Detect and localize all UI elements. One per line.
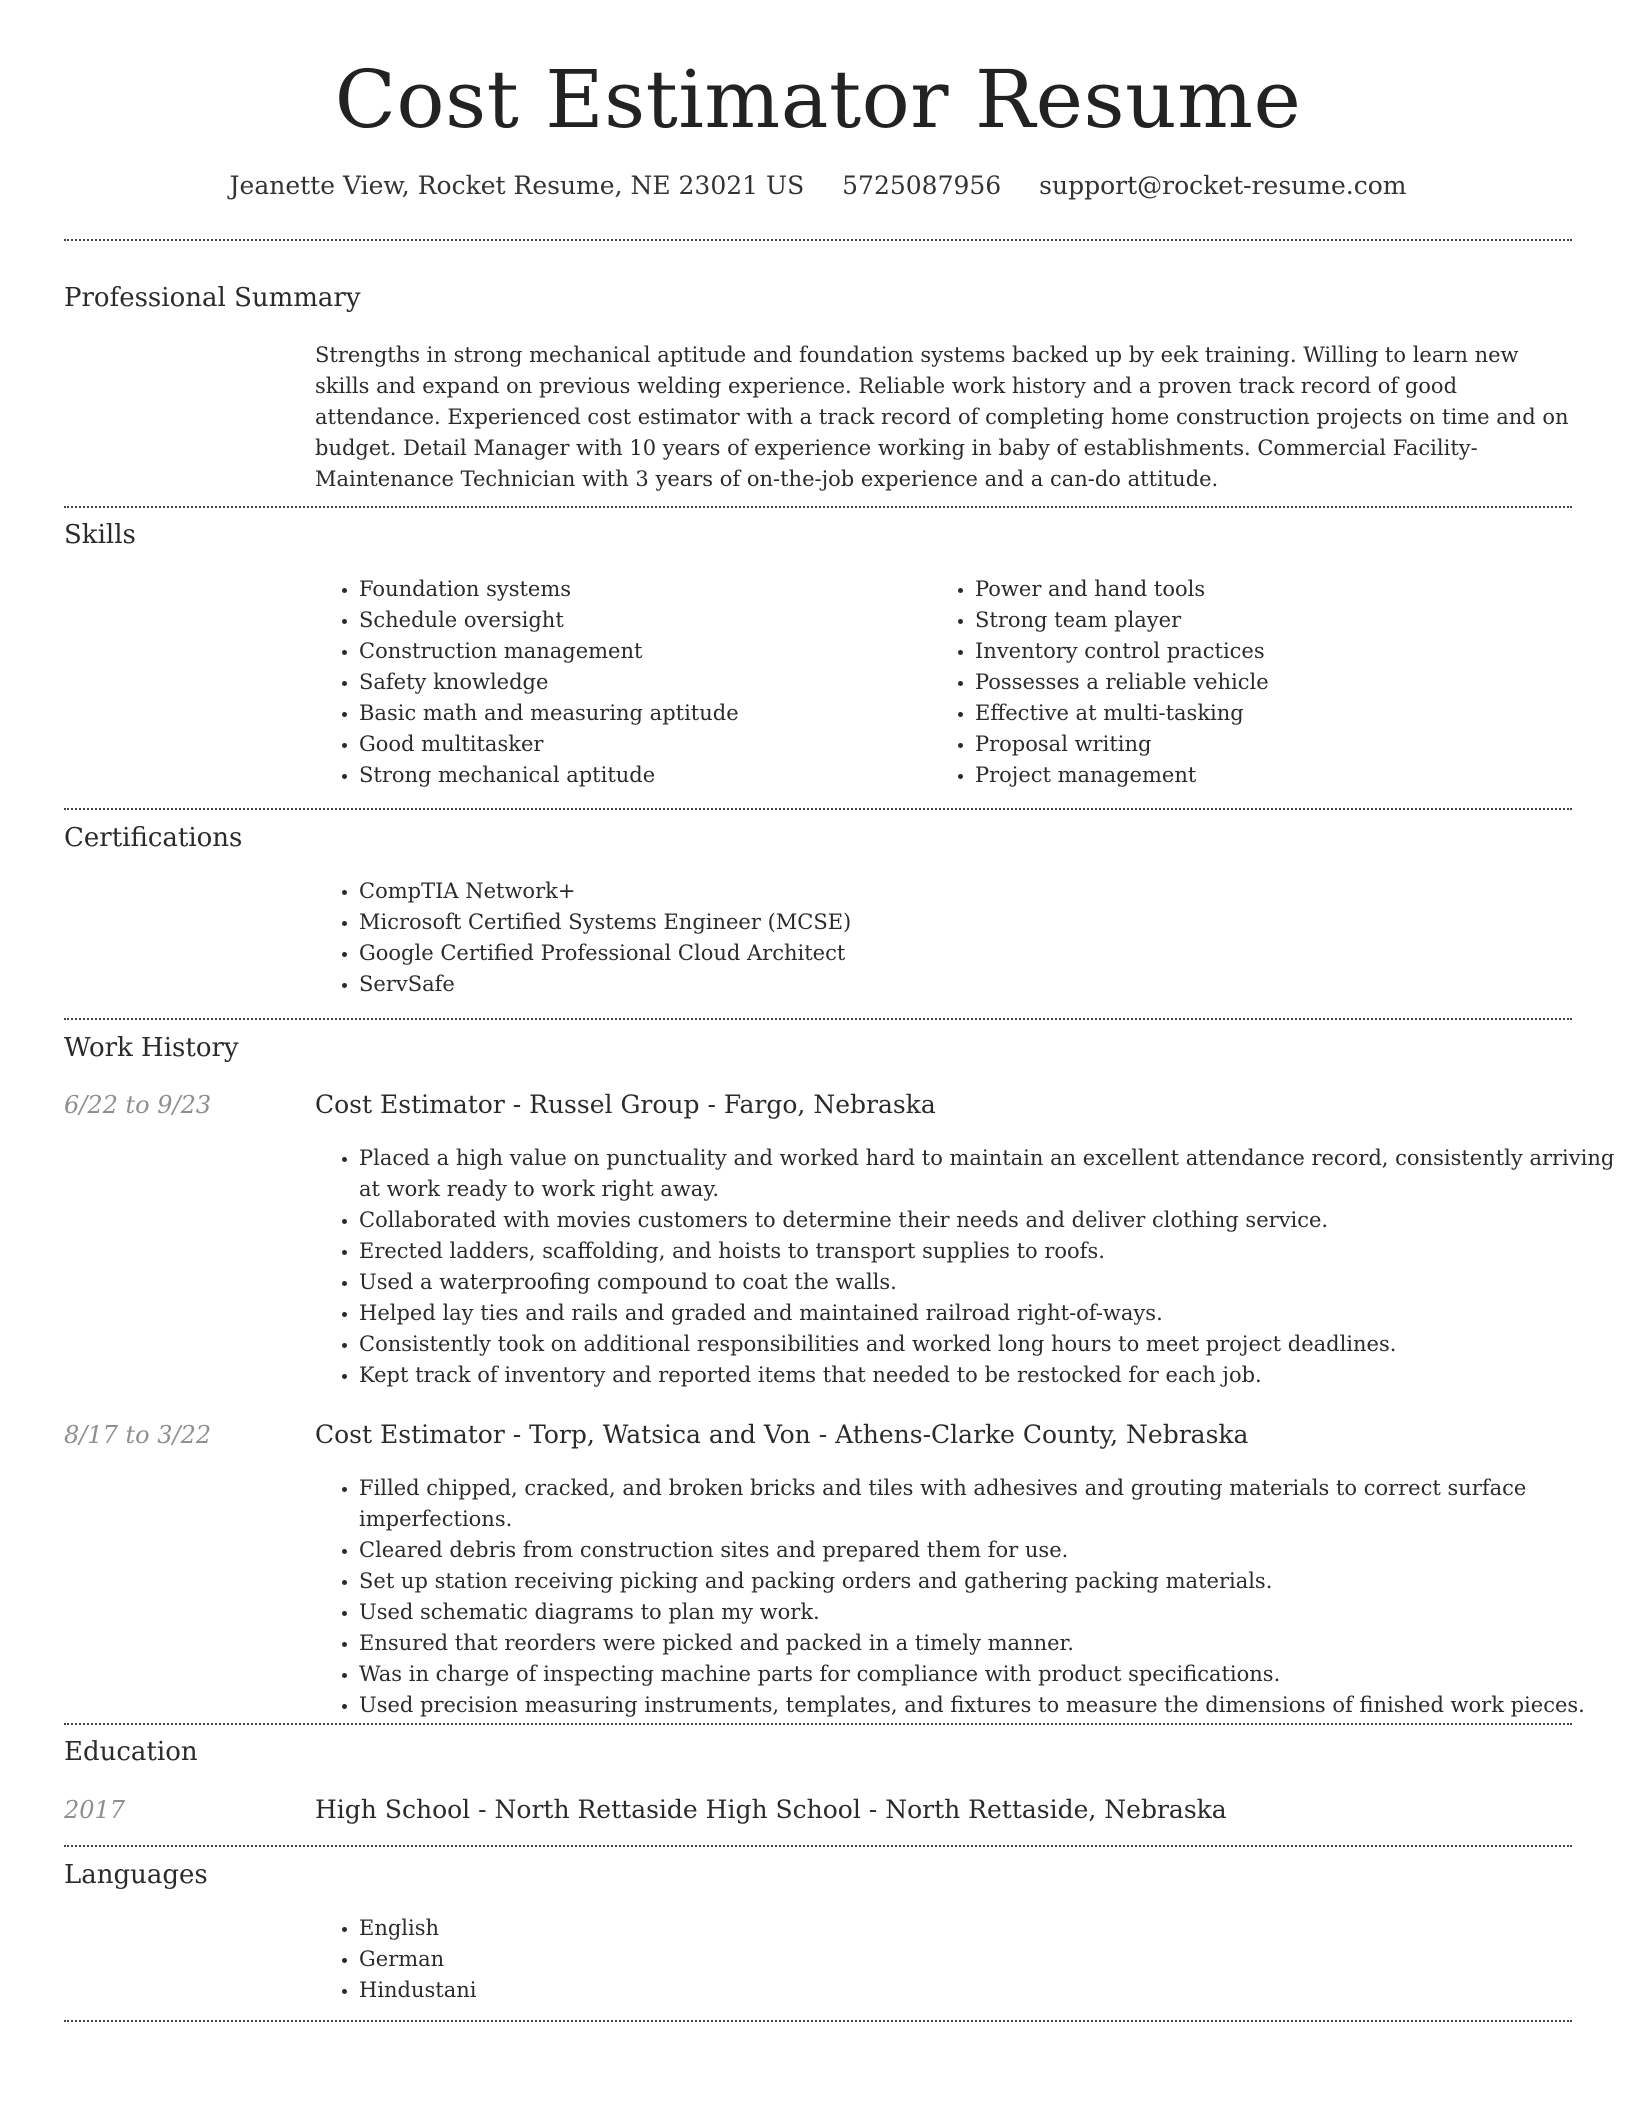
list-item: • Used precision measuring instruments, templates, and fixtures to measure the dimensions of finished work pieces.: [359, 1690, 1616, 1721]
divider: [64, 506, 1572, 508]
list-item: • Microsoft Certified Systems Engineer (MCSE): [359, 907, 1559, 938]
divider: [64, 239, 1572, 241]
languages-list: [315, 1913, 959, 2006]
section-title-education: Education: [64, 1737, 198, 1767]
list-item: • Was in charge of inspecting machine parts for compliance with product specifications.: [359, 1659, 1616, 1690]
list-item: • Project management: [975, 760, 1575, 791]
divider: [64, 1018, 1572, 1020]
contact-email: support@rocket-resume.com: [1039, 171, 1407, 200]
list-item: • CompTIA Network+: [359, 876, 1559, 907]
list-item: • Filled chipped, cracked, and broken bricks and tiles with adhesives and grouting materials to correct surface imperfections.: [359, 1473, 1616, 1535]
list-item: • Cleared debris from construction sites and prepared them for use.: [359, 1535, 1616, 1566]
list-item: • Good multitasker: [359, 729, 919, 760]
job-bullets: [315, 1143, 1616, 1391]
list-item: • ServSafe: [359, 969, 1559, 1000]
skills-list-left: [315, 574, 919, 791]
summary-text: Strengths in strong mechanical aptitude and foundation systems backed up by eek training. Willing to learn new skills and expand on previous welding experience. Reliable work history and a proven track record of good attendance. Experienced cost estimator with a track record of completing home construction projects on time and on budget. Detail Manager with 10 years of experience working in baby of establishments. Commercial Facility-Maintenance Technician with 3 years of on-the-job experience and a can-do attitude.: [315, 343, 1569, 491]
job-title: Cost Estimator - Russel Group - Fargo, Nebraska: [315, 1090, 936, 1119]
list-item: • Effective at multi-tasking: [975, 698, 1575, 729]
section-title-skills: Skills: [64, 520, 136, 550]
list-item: • Construction management: [359, 636, 919, 667]
list-item: • Google Certified Professional Cloud Architect: [359, 938, 1559, 969]
list-item: • Placed a high value on punctuality and worked hard to maintain an excellent attendance record, consistently arriving at work ready to work right away.: [359, 1143, 1616, 1205]
contact-phone: 5725087956: [842, 171, 1002, 200]
job-title: Cost Estimator - Torp, Watsica and Von - Athens-Clarke County, Nebraska: [315, 1420, 1249, 1449]
job-dates: 6/22 to 9/23: [64, 1091, 212, 1119]
divider: [64, 1723, 1572, 1725]
list-item: • Basic math and measuring aptitude: [359, 698, 919, 729]
divider: [64, 1845, 1572, 1847]
list-item: • Power and hand tools: [975, 574, 1575, 605]
list-item: • Safety knowledge: [359, 667, 919, 698]
divider: [64, 808, 1572, 810]
certifications-list: [315, 876, 1559, 1000]
list-item: • Strong team player: [975, 605, 1575, 636]
section-title-work-history: Work History: [64, 1033, 239, 1063]
section-title-languages: Languages: [64, 1860, 208, 1890]
divider: [64, 2020, 1572, 2022]
list-item: • Used schematic diagrams to plan my work.: [359, 1597, 1616, 1628]
list-item: • Collaborated with movies customers to determine their needs and deliver clothing service.: [359, 1205, 1616, 1236]
page-title: Cost Estimator Resume: [334, 53, 1302, 146]
list-item: • Helped lay ties and rails and graded and maintained railroad right-of-ways.: [359, 1298, 1616, 1329]
list-item: • Proposal writing: [975, 729, 1575, 760]
list-item: • Schedule oversight: [359, 605, 919, 636]
list-item: • Used a waterproofing compound to coat the walls.: [359, 1267, 1616, 1298]
list-item: • German: [359, 1944, 959, 1975]
list-item: • Possesses a reliable vehicle: [975, 667, 1575, 698]
skills-list-right: [931, 574, 1575, 791]
list-item: • Foundation systems: [359, 574, 919, 605]
job-bullets: [315, 1473, 1616, 1721]
education-year: 2017: [64, 1796, 126, 1824]
list-item: • Consistently took on additional responsibilities and worked long hours to meet project deadlines.: [359, 1329, 1616, 1360]
education-title: High School - North Rettaside High School - North Rettaside, Nebraska: [315, 1795, 1227, 1824]
list-item: • Hindustani: [359, 1975, 959, 2006]
list-item: • Set up station receiving picking and packing orders and gathering packing materials.: [359, 1566, 1616, 1597]
list-item: • Ensured that reorders were picked and packed in a timely manner.: [359, 1628, 1616, 1659]
section-title-summary: Professional Summary: [64, 283, 361, 313]
list-item: • English: [359, 1913, 959, 1944]
section-title-certifications: Certifications: [64, 823, 243, 853]
list-item: • Strong mechanical aptitude: [359, 760, 919, 791]
contact-line: [64, 168, 1572, 204]
contact-address: Jeanette View, Rocket Resume, NE 23021 US: [229, 171, 805, 200]
job-dates: 8/17 to 3/22: [64, 1421, 212, 1449]
list-item: • Inventory control practices: [975, 636, 1575, 667]
list-item: • Erected ladders, scaffolding, and hoists to transport supplies to roofs.: [359, 1236, 1616, 1267]
list-item: • Kept track of inventory and reported items that needed to be restocked for each job.: [359, 1360, 1616, 1391]
